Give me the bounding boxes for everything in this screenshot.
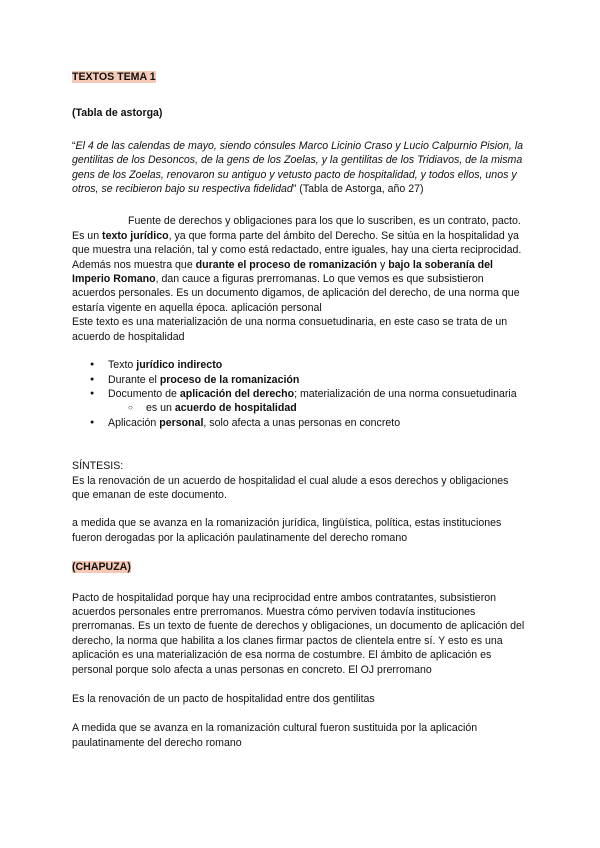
chapuza-paragraph-3: A medida que se avanza en la romanización cultural fueron sustituida por la aplicación paulatinamente del derecho romano: [72, 722, 478, 749]
list-item: ● Durante el proceso de la romanización: [108, 373, 528, 387]
list-item: ● Documento de aplicación del derecho; materialización de una norma consuetudinaria: [108, 387, 528, 401]
quoted-text: “El 4 de las calendas de mayo, siendo cónsules Marco Licinio Craso y Lucio Calpurnio Pision, la gentilitas de los Desoncos, de la gens de los Zoelas, y la gentilitas de los Tridiavos, de la misma gens de los Zoelas, renovaron su antiguo y vetusto pacto de hospitalidad, y todos ellos, unos y otros, se recibieron bajo su respectiva fidelidad” (Tabla de Astorga, año 27): [72, 139, 524, 196]
list-subitem: ○ es un acuerdo de hospitalidad: [108, 401, 528, 415]
chapuza-heading: (CHAPUZA): [72, 561, 131, 574]
chapuza-paragraph-2: Es la renovación de un pacto de hospitalidad entre dos gentilitas: [72, 693, 375, 705]
list-item: ● Aplicación personal, solo afecta a unas personas en concreto: [108, 416, 528, 430]
synthesis-label: SÍNTESIS:: [72, 460, 124, 473]
text-subheading: (Tabla de astorga): [72, 107, 163, 120]
page-title: TEXTOS TEMA 1: [72, 71, 156, 83]
document-page: [72, 66, 528, 750]
romanization-paragraph: a medida que se avanza en la romanización jurídica, lingüística, política, estas instituciones fueron derogadas por la aplicación paulatinamente del derecho romano: [72, 517, 502, 544]
synthesis-text: Es la renovación de un acuerdo de hospitalidad el cual alude a esos derechos y obligaciones que emanan de este documento.: [72, 474, 509, 501]
commentary-paragraph-2: Este texto es una materialización de una norma consuetudinaria, en este caso se trata de un acuerdo de hospitalidad: [72, 316, 508, 343]
commentary-paragraph: Fuente de derechos y obligaciones para los que lo suscriben, es un contrato, pacto. Es un texto jurídico, ya que forma parte del ámbito del Derecho. Se sitúa en la hospitalidad ya que muestra una relación, tal y como está redactado, entre iguales, hay una cierta reciprocidad. Además nos muestra que durante el proceso de romanización y bajo la soberanía del Imperio Romano, dan cauce a figuras prerromanas. Lo que vemos es que subsistieron acuerdos personales. Es un documento digamos, de aplicación del derecho, de una norma que estaría vigente en aquella época. aplicación personal: [72, 215, 522, 314]
chapuza-paragraph: Pacto de hospitalidad porque hay una reciprocidad entre ambos contratantes, subsistieron acuerdos personales entre prerromanos. Muestra cómo perviven todavía instituciones prerromanas. Es un texto de fuente de derechos y obligaciones, un documento de aplicación del derecho, la norma que habilita a los clanes firmar pactos de clientela entre sí. Y esto es una aplicación es una materialización de esa norma de costumbre. El ámbito de aplicación es personal porque solo afecta a unas personas en concreto. El OJ prerromano: [72, 591, 525, 676]
list-item: ● Texto jurídico indirecto: [108, 358, 528, 372]
key-points-list: [72, 358, 528, 430]
